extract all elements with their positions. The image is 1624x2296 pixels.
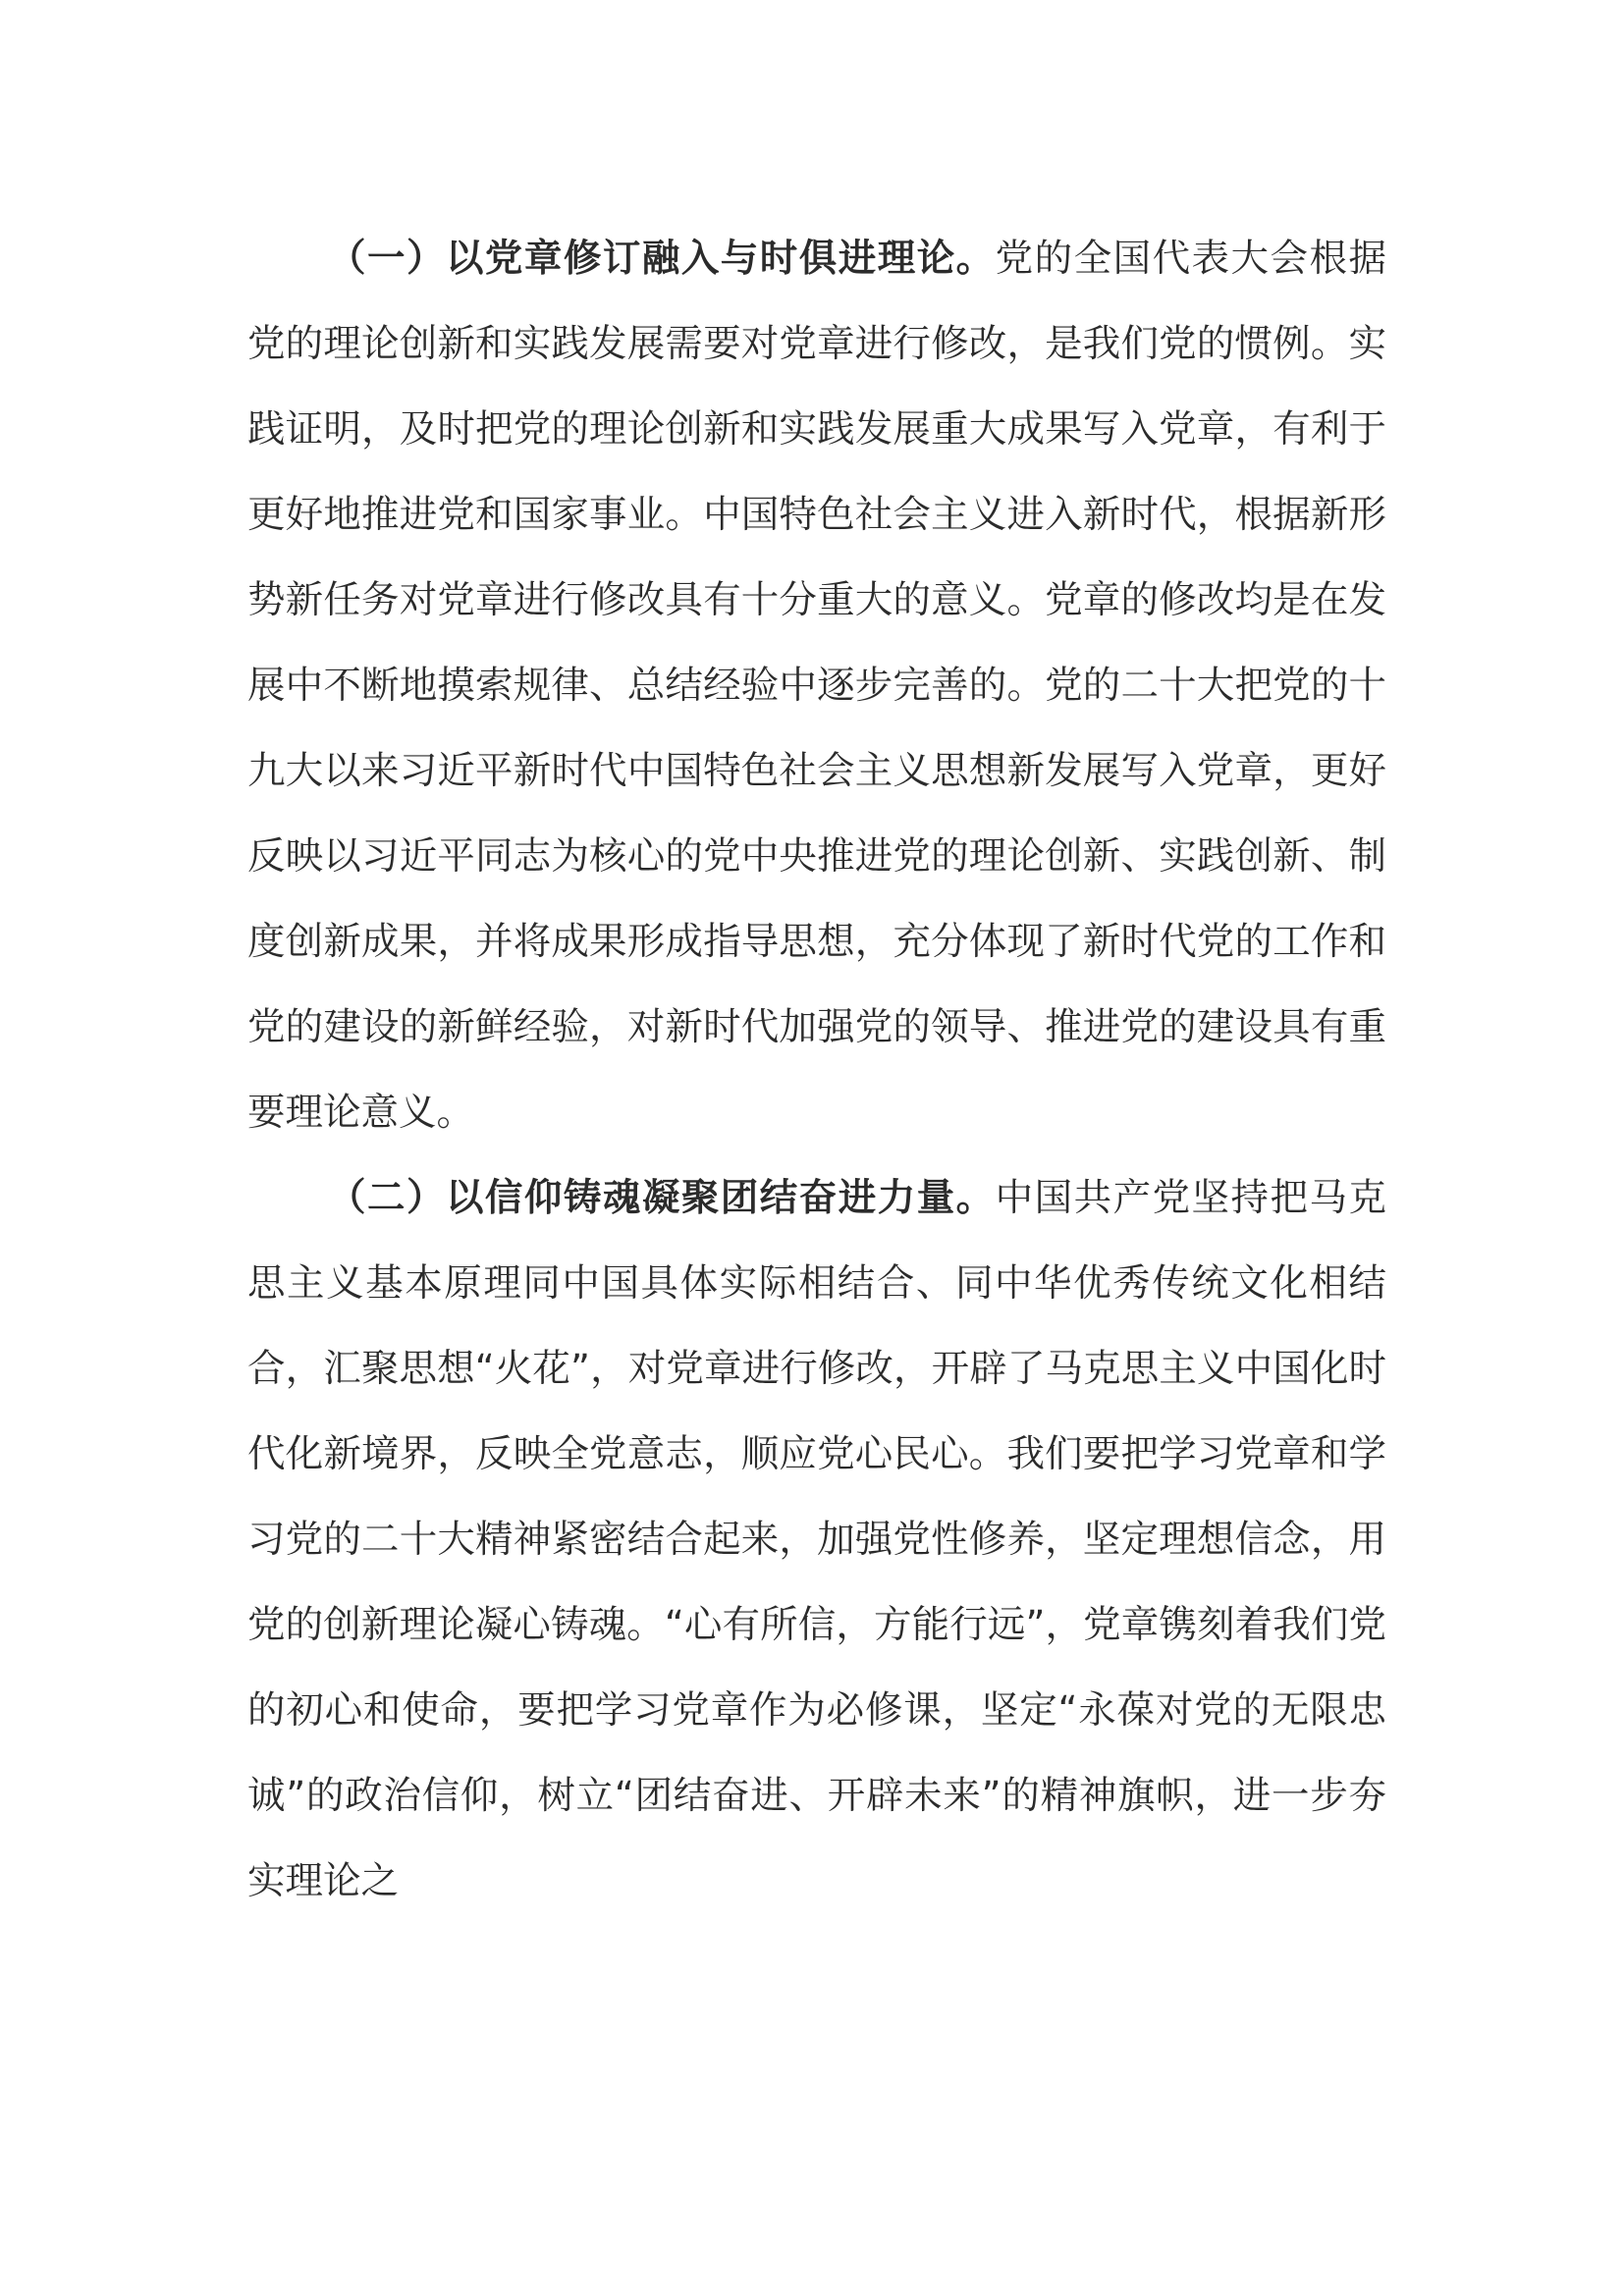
paragraph-2 — [247, 1155, 1386, 1924]
document-body — [247, 216, 1386, 1924]
paragraph-2-body: 中国共产党坚持把马克思主义基本原理同中国具体实际相结合、同中华优秀传统文化相结合，汇聚思想“火花”，对党章进行修改，开辟了马克思主义中国化时代化新境界，反映全党意志，顺应党心民心。我们要把学习党章和学习党的二十大精神紧密结合起来，加强党性修养，坚定理想信念，用党的创新理论凝心铸魂。“心有所信，方能行远”，党章镌刻着我们党的初心和使命，要把学习党章作为必修课，坚定“永葆对党的无限忠诚”的政治信仰，树立“团结奋进、开辟未来”的精神旗帜，进一步夯实理论之 — [247, 1176, 1386, 1903]
paragraph-1-body: 党的全国代表大会根据党的理论创新和实践发展需要对党章进行修改，是我们党的惯例。实践证明，及时把党的理论创新和实践发展重大成果写入党章，有利于更好地推进党和国家事业。中国特色社会主义进入新时代，根据新形势新任务对党章进行修改具有十分重大的意义。党章的修改均是在发展中不断地摸索规律、总结经验中逐步完善的。党的二十大把党的十九大以来习近平新时代中国特色社会主义思想新发展写入党章，更好反映以习近平同志为核心的党中央推进党的理论创新、实践创新、制度创新成果，并将成果形成指导思想，充分体现了新时代党的工作和党的建设的新鲜经验，对新时代加强党的领导、推进党的建设具有重要理论意义。 — [247, 237, 1386, 1135]
paragraph-2-heading: （二）以信仰铸魂凝聚团结奋进力量。 — [328, 1176, 996, 1220]
paragraph-1-heading: （一）以党章修订融入与时俱进理论。 — [328, 237, 996, 281]
paragraph-1 — [247, 216, 1386, 1155]
